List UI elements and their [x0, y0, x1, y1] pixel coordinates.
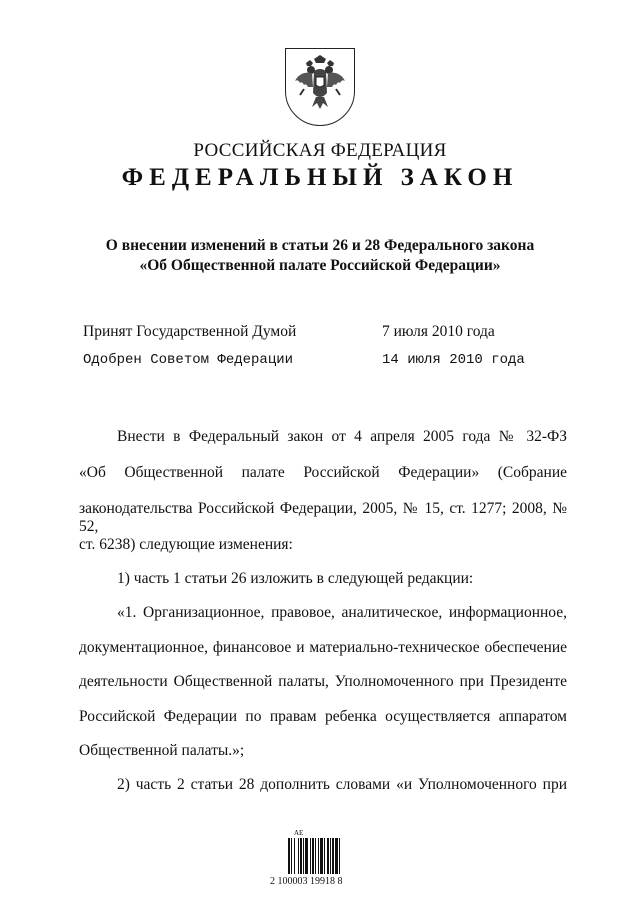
barcode-tag: AE	[294, 829, 304, 837]
quote-line-3: деятельности Общественной палаты, Уполномоченного при Президенте	[79, 673, 567, 690]
intro-line-4: ст. 6238) следующие изменения:	[79, 536, 293, 553]
duma-adoption-label: Принят Государственной Думой	[83, 323, 297, 340]
coat-of-arms-emblem	[285, 48, 355, 126]
barcode-image	[288, 838, 360, 874]
document-type-title: ФЕДЕРАЛЬНЫЙ ЗАКОН	[121, 164, 519, 191]
country-title: РОССИЙСКАЯ ФЕДЕРАЦИЯ	[193, 140, 447, 161]
intro-line-3: законодательства Российской Федерации, 2005, № 15, ст. 1277; 2008, № 52,	[79, 500, 567, 535]
intro-line-2: «Об Общественной палате Российской Федерации» (Собрание	[79, 464, 567, 481]
council-approval-date: 14 июля 2010 года	[382, 352, 525, 368]
law-subject	[0, 236, 640, 276]
intro-line-1: Внести в Федеральный закон от 4 апреля 2005 года № 32-ФЗ	[117, 428, 567, 445]
barcode-number: 2 100003 19918 8	[270, 876, 343, 887]
quote-line-4: Российской Федерации по правам ребенка осуществляется аппаратом	[79, 708, 567, 725]
subject-line-2: «Об Общественной палате Российской Федерации»	[139, 257, 501, 274]
subject-line-1: О внесении изменений в статьи 26 и 28 Федерального закона	[105, 237, 535, 254]
quote-line-2: документационное, финансовое и материально-техническое обеспечение	[79, 639, 567, 656]
council-approval-label: Одобрен Советом Федерации	[83, 352, 294, 368]
double-headed-eagle-icon	[290, 53, 350, 121]
item-2: 2) часть 2 статьи 28 дополнить словами «и Уполномоченного при	[117, 776, 567, 793]
quote-line-1: «1. Организационное, правовое, аналитическое, информационное,	[117, 604, 567, 621]
duma-adoption-date: 7 июля 2010 года	[382, 323, 495, 340]
quote-line-5: Общественной палаты.»;	[79, 742, 245, 759]
item-1: 1) часть 1 статьи 26 изложить в следующей редакции:	[117, 570, 474, 587]
